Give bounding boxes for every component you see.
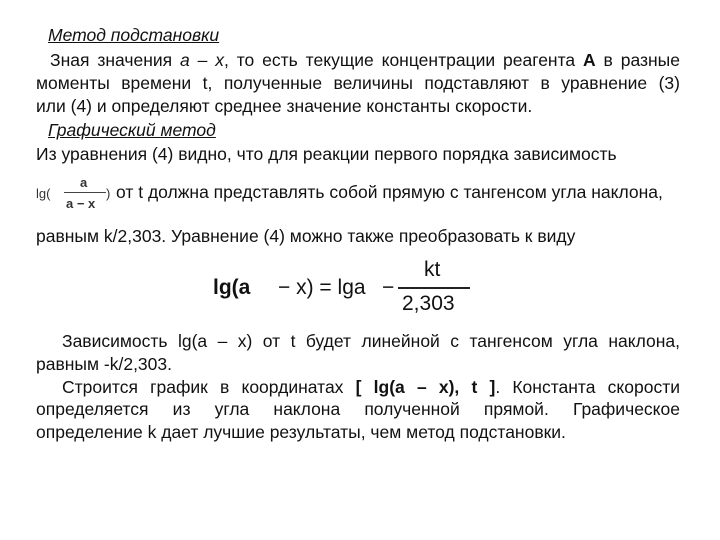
formula-lg-open: lg( [36, 186, 51, 201]
paragraph-line: от t должна представлять собой прямую с тангенсом угла наклона, [116, 182, 663, 202]
coordinates-text: [ lg(а – х), t ] [355, 377, 496, 397]
formula-fraction-bar [398, 287, 470, 289]
paragraph-line: определяется из угла наклона полученной прямой. Графическое [36, 399, 680, 419]
formula-fraction-bar [64, 192, 106, 193]
text-span: . Константа скорости [495, 377, 680, 397]
paragraph-line [62, 376, 680, 398]
text-span: Зная значения [50, 50, 181, 70]
text-span: в разные [595, 50, 680, 70]
variable-text: а – х [180, 50, 224, 70]
paragraph-line: моменты времени t, полученные величины подставляют в уравнение (3) [36, 73, 680, 93]
formula-middle: − x) = lga [278, 276, 366, 299]
text-span: Строится график в координатах [62, 377, 356, 397]
paragraph-line [50, 49, 680, 71]
paragraph-line: равным -k/2,303. [36, 354, 172, 374]
paragraph-line: определение k дает лучшие результаты, чем метод подстановки. [36, 422, 566, 442]
text-span: , то есть текущие концентрации реагента [224, 50, 584, 70]
paragraph-line: Зависимость lg(а – х) от t будет линейной с тангенсом угла наклона, [62, 331, 680, 351]
paragraph-line: или (4) и определяют среднее значение константы скорости. [36, 96, 533, 116]
heading-substitution-method: Метод подстановки [48, 25, 220, 45]
formula-close: ) [106, 186, 111, 201]
reagent-symbol: А [583, 50, 596, 70]
heading-graphical-method: Графический метод [48, 120, 216, 140]
paragraph-line: равным k/2,303. Уравнение (4) можно также преобразовать к виду [36, 226, 576, 246]
formula-lhs: lg(a [213, 276, 251, 299]
paragraph-line: Из уравнения (4) видно, что для реакции первого порядка зависимость [36, 144, 617, 164]
formula-denominator: a − x [66, 196, 96, 211]
formula-numerator-kt: kt [424, 258, 441, 281]
formula-minus: − [382, 276, 395, 299]
formula-numerator: a [80, 175, 88, 190]
formula-denominator: 2,303 [402, 292, 455, 315]
